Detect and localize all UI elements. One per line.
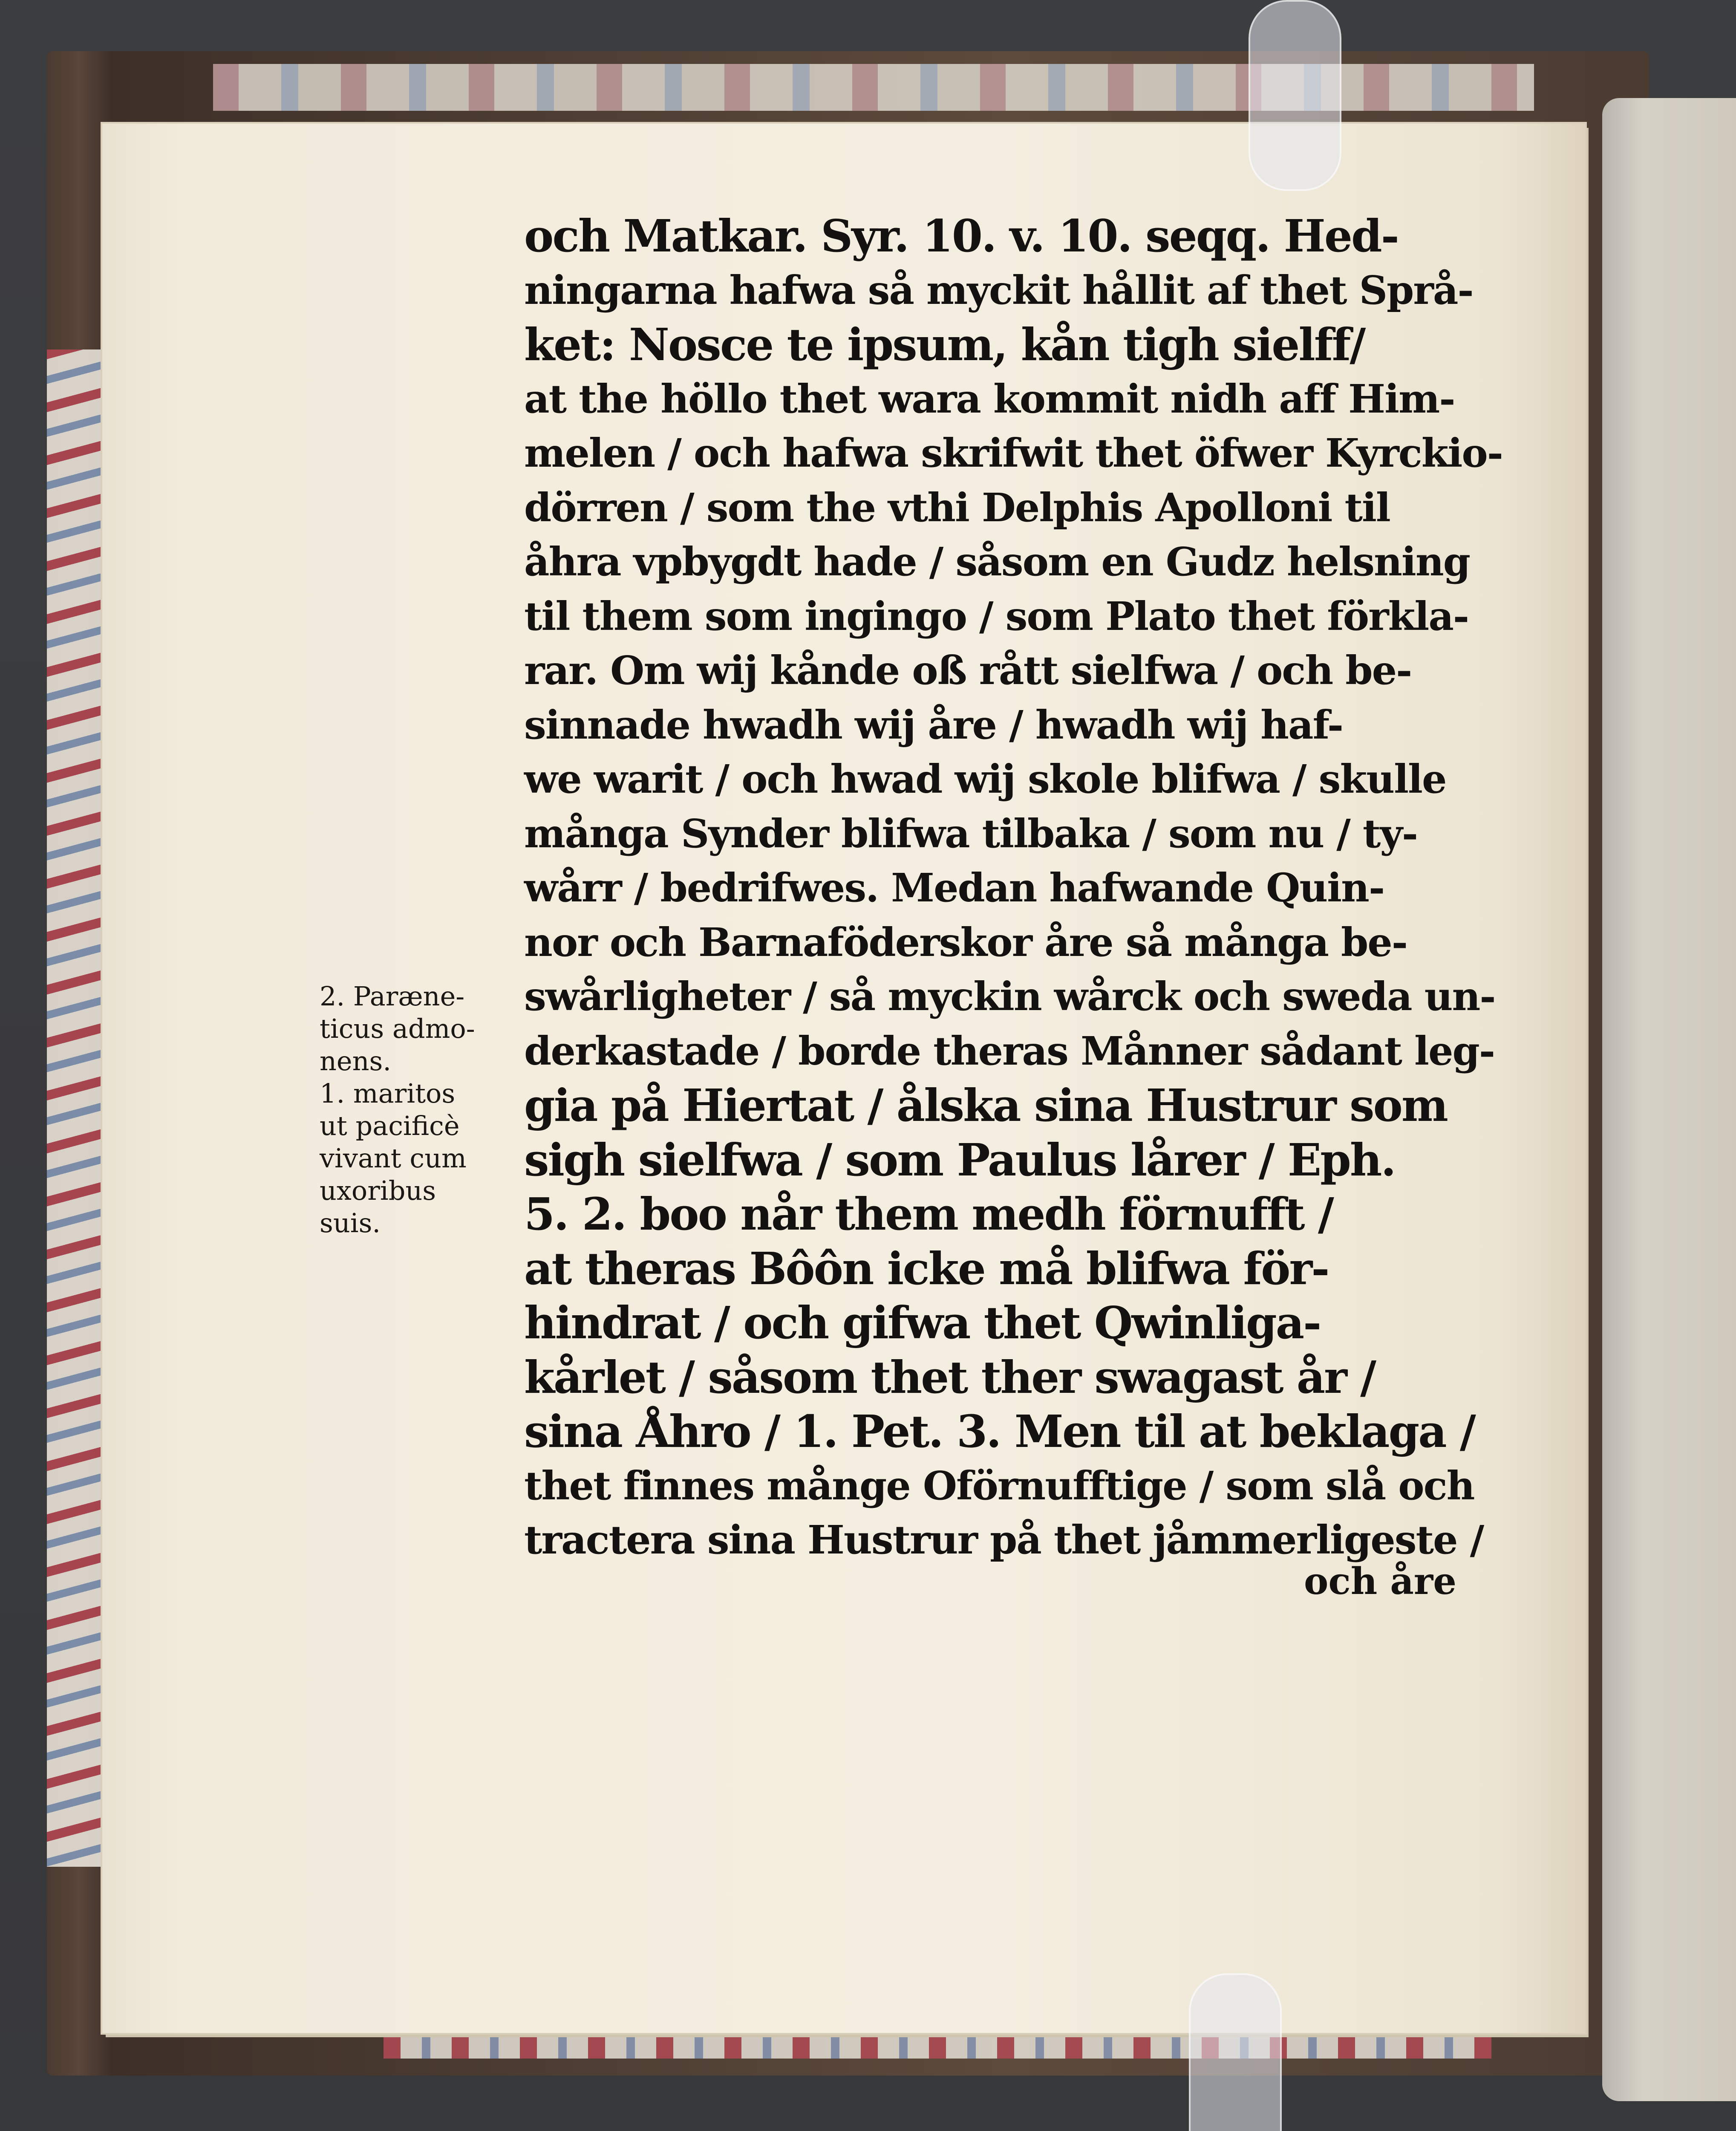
text-line: sina Åhro / 1. Pet. 3. Men til at beklaga / (524, 1405, 1475, 1458)
text-line: wårr / bedrifwes. Medan hafwande Quin- (524, 865, 1384, 911)
text-line: tractera sina Hustrur på thet jåmmerligeste / (524, 1517, 1484, 1563)
text-line: hindrat / och gifwa thet Qwinliga- (524, 1297, 1321, 1349)
text-line: gia på Hiertat / ålska sina Hustrur som (524, 1079, 1447, 1132)
text-line: we warit / och hwad wij skole blifwa / skulle (524, 756, 1446, 802)
marginal-note-line: 1. maritos (320, 1078, 456, 1109)
text-line: 5. 2. boo når them medh förnufft / (524, 1188, 1333, 1240)
text-line: åhra vpbygdt hade / såsom en Gudz helsning (524, 539, 1470, 585)
text-line: swårligheter / så myckin wårck och sweda un- (524, 973, 1495, 1019)
catchword: och åre (1304, 1560, 1456, 1603)
marginal-note-line: ut pacificè (320, 1110, 460, 1141)
text-line: til them som ingingo / som Plato thet förkla- (524, 593, 1469, 639)
marginal-note (320, 980, 520, 1239)
text-line: kårlet / såsom thet ther swagast år / (524, 1351, 1376, 1403)
text-line: rar. Om wij kånde oß rått sielfwa / och be- (524, 647, 1412, 693)
main-text-block (524, 209, 1502, 1568)
marginal-note-line: suis. (320, 1207, 381, 1239)
show-through-text (332, 614, 511, 645)
text-line: ningarna hafwa så myckit hållit af thet Språ- (524, 267, 1473, 313)
marbled-bottom-edge (384, 2033, 1491, 2059)
facing-page-edge (1602, 98, 1736, 2101)
text-line: thet finnes månge Oförnufftige / som slå och (524, 1462, 1474, 1509)
marginal-note-line: uxoribus (320, 1175, 436, 1206)
marbled-endpaper-edge (47, 349, 111, 1867)
text-line: dörren / som the vthi Delphis Apolloni til (524, 484, 1390, 531)
text-line: sigh sielfwa / som Paulus lårer / Eph. (524, 1133, 1395, 1186)
text-line: och Matkar. Syr. 10. v. 10. seqq. Hed- (524, 210, 1398, 262)
page-clip (1189, 1973, 1282, 2131)
text-line: sinnade hwadh wij åre / hwadh wij haf- (524, 702, 1343, 748)
marginal-note-line: 2. Paræne- (320, 981, 465, 1012)
text-line: at theras Bôôn icke må blifwa för- (524, 1242, 1329, 1295)
marginal-note-line: vivant cum (320, 1143, 467, 1174)
text-line: melen / och hafwa skrifwit thet öfwer Kyrckio- (524, 430, 1502, 476)
page-clip (1249, 0, 1341, 191)
text-line: många Synder blifwa tilbaka / som nu / ty- (524, 810, 1418, 857)
text-line: nor och Barnaföderskor åre så många be- (524, 919, 1407, 965)
text-line: derkastade / borde theras Månner sådant leg- (524, 1028, 1495, 1074)
text-line: ket: Nosce te ipsum, kån tigh sielff/ (524, 318, 1365, 371)
text-line: at the höllo thet wara kommit nidh aff Him- (524, 375, 1455, 422)
marginal-note-line: nens. (320, 1045, 392, 1077)
marginal-note-line: ticus admo- (320, 1013, 475, 1044)
